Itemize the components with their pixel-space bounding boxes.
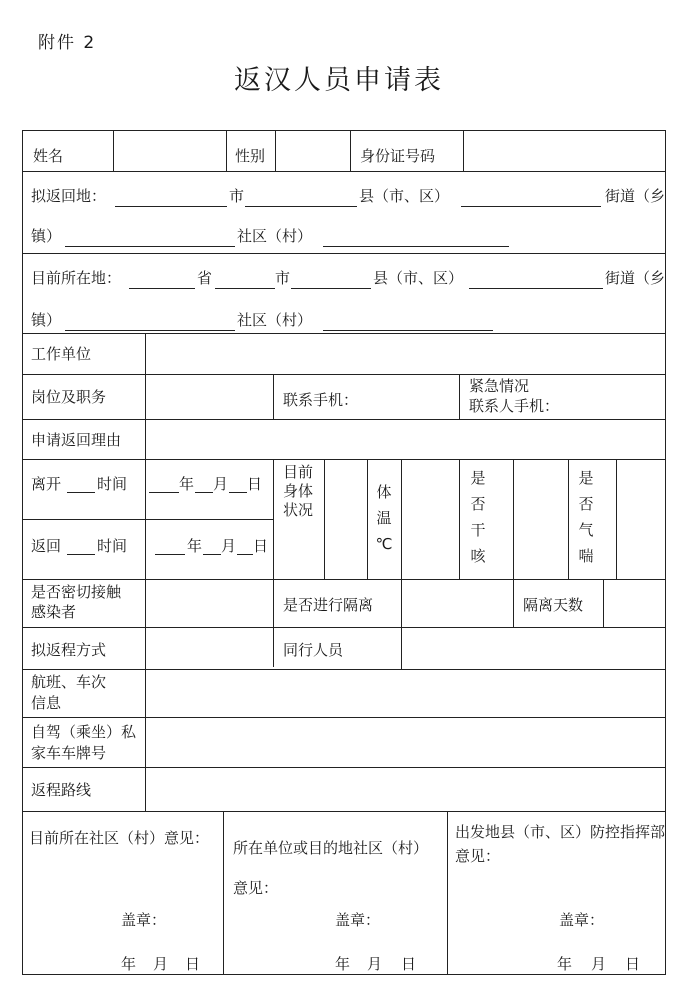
return-community-line[interactable] — [323, 246, 509, 247]
leave-month-line[interactable] — [195, 492, 213, 493]
gender-label: 性别 — [235, 147, 266, 165]
col-divider — [459, 459, 460, 579]
col-divider — [401, 579, 402, 669]
return-community-label: 社区（村） — [237, 227, 313, 245]
current-city-line[interactable] — [215, 288, 275, 289]
wheeze-label: 是 否 气 喘 — [578, 469, 594, 565]
date-month: 月 — [591, 955, 607, 973]
emergency-contact-label: 紧急情况 — [469, 377, 530, 395]
leave-year-line[interactable] — [149, 492, 179, 493]
leave-blank-line[interactable] — [67, 492, 95, 493]
flight-info-label: 航班、车次 — [31, 673, 107, 691]
date-year: 年 — [121, 955, 137, 973]
name-label: 姓名 — [33, 147, 64, 165]
return-town-line[interactable] — [65, 246, 235, 247]
form-title: 返汉人员申请表 — [234, 65, 444, 96]
travel-mode-label: 拟返程方式 — [31, 641, 107, 659]
health-label: 身体 — [283, 482, 314, 500]
col-divider — [367, 459, 368, 579]
date-year: 年 — [557, 955, 573, 973]
date-day: 日 — [625, 955, 641, 973]
col-divider — [463, 131, 464, 171]
col-divider — [513, 579, 514, 627]
return-street-label: 街道（乡 — [605, 187, 666, 205]
col-divider — [145, 333, 146, 811]
return-street-line[interactable] — [461, 206, 601, 207]
leave-time-label: 时间 — [97, 475, 128, 493]
col-divider — [568, 459, 569, 579]
current-town-label: 镇） — [31, 311, 62, 329]
health-label: 目前 — [283, 463, 314, 481]
work-unit-label: 工作单位 — [31, 345, 92, 363]
return-time-label: 时间 — [97, 537, 128, 555]
unit-opinion-label: 所在单位或目的地社区（村） — [233, 839, 429, 857]
col-divider — [324, 459, 325, 579]
dry-cough-label: 是 否 干 咳 — [470, 469, 486, 565]
row-divider — [23, 811, 665, 812]
hq-opinion-label: 出发地县（市、区）防控指挥部 — [455, 823, 666, 841]
return-county-line[interactable] — [245, 206, 357, 207]
row-divider — [23, 579, 665, 580]
current-province-line[interactable] — [129, 288, 195, 289]
return-reason-label: 申请返回理由 — [31, 431, 122, 449]
col-divider — [401, 459, 402, 579]
col-divider — [226, 131, 227, 171]
close-contact-label: 感染者 — [31, 603, 77, 621]
current-community-line[interactable] — [323, 330, 493, 331]
route-label: 返程路线 — [31, 781, 92, 799]
date-year: 年 — [335, 955, 351, 973]
return-city-line[interactable] — [115, 206, 227, 207]
position-label: 岗位及职务 — [31, 388, 107, 406]
return-day-line[interactable] — [237, 554, 253, 555]
date-day: 日 — [185, 955, 201, 973]
col-divider — [273, 459, 274, 667]
close-contact-label: 是否密切接触 — [31, 583, 122, 601]
col-divider — [513, 459, 514, 579]
current-town-line[interactable] — [65, 330, 235, 331]
seal-label: 盖章： — [559, 911, 605, 929]
application-form — [22, 130, 666, 975]
col-divider — [616, 459, 617, 579]
col-divider — [113, 131, 114, 171]
annex-label: 附件 2 — [38, 33, 97, 53]
current-street-label: 街道（乡 — [605, 269, 666, 287]
companions-label: 同行人员 — [283, 641, 344, 659]
id-number-label: 身份证号码 — [360, 147, 436, 165]
col-divider — [273, 374, 274, 419]
row-divider — [23, 253, 665, 254]
leave-year-label: 年 — [179, 475, 195, 493]
row-divider — [23, 669, 665, 670]
col-divider — [275, 131, 276, 171]
return-label: 返回 — [31, 537, 62, 555]
return-month-label: 月 — [221, 537, 237, 555]
return-day-label: 日 — [253, 537, 269, 555]
date-month: 月 — [153, 955, 169, 973]
row-divider — [23, 627, 665, 628]
row-divider — [23, 419, 665, 420]
contact-phone-label: 联系手机： — [283, 391, 359, 409]
return-county-label: 县（市、区） — [359, 187, 450, 205]
unit-opinion-label: 意见： — [233, 879, 279, 897]
current-community-label: 社区（村） — [237, 311, 313, 329]
seal-label: 盖章： — [121, 911, 167, 929]
current-county-label: 县（市、区） — [373, 269, 464, 287]
return-city-label: 市 — [229, 187, 245, 205]
row-divider — [23, 519, 273, 520]
row-divider — [23, 374, 665, 375]
date-month: 月 — [367, 955, 383, 973]
col-divider — [350, 131, 351, 171]
date-day: 日 — [401, 955, 417, 973]
return-town-label: 镇） — [31, 227, 62, 245]
col-divider — [603, 579, 604, 627]
leave-month-label: 月 — [213, 475, 229, 493]
row-divider — [23, 333, 665, 334]
return-blank-line[interactable] — [67, 554, 95, 555]
row-divider — [23, 171, 665, 172]
current-city-label: 市 — [275, 269, 291, 287]
leave-label: 离开 — [31, 475, 62, 493]
return-year-line[interactable] — [155, 554, 185, 555]
leave-day-line[interactable] — [229, 492, 247, 493]
return-year-label: 年 — [187, 537, 203, 555]
car-plate-label: 家车车牌号 — [31, 744, 107, 762]
leave-day-label: 日 — [247, 475, 263, 493]
temperature-label: 体 温 ℃ — [375, 483, 393, 553]
emergency-phone-label: 联系人手机： — [469, 397, 560, 415]
row-divider — [23, 717, 665, 718]
hq-opinion-label: 意见： — [455, 847, 501, 865]
current-county-line[interactable] — [291, 288, 371, 289]
col-divider — [223, 811, 224, 974]
health-label: 状况 — [283, 501, 314, 519]
current-province-label: 省 — [197, 269, 213, 287]
community-opinion-label: 目前所在社区（村）意见： — [29, 829, 210, 847]
row-divider — [23, 767, 665, 768]
car-plate-label: 自驾（乘坐）私 — [31, 723, 137, 741]
col-divider — [459, 374, 460, 419]
col-divider — [447, 811, 448, 974]
current-address-label: 目前所在地： — [31, 269, 122, 287]
quarantine-label: 是否进行隔离 — [283, 596, 374, 614]
seal-label: 盖章： — [335, 911, 381, 929]
return-month-line[interactable] — [203, 554, 221, 555]
return-address-label: 拟返回地： — [31, 187, 107, 205]
flight-info-label: 信息 — [31, 694, 62, 712]
quarantine-days-label: 隔离天数 — [523, 596, 584, 614]
current-street-line[interactable] — [469, 288, 603, 289]
